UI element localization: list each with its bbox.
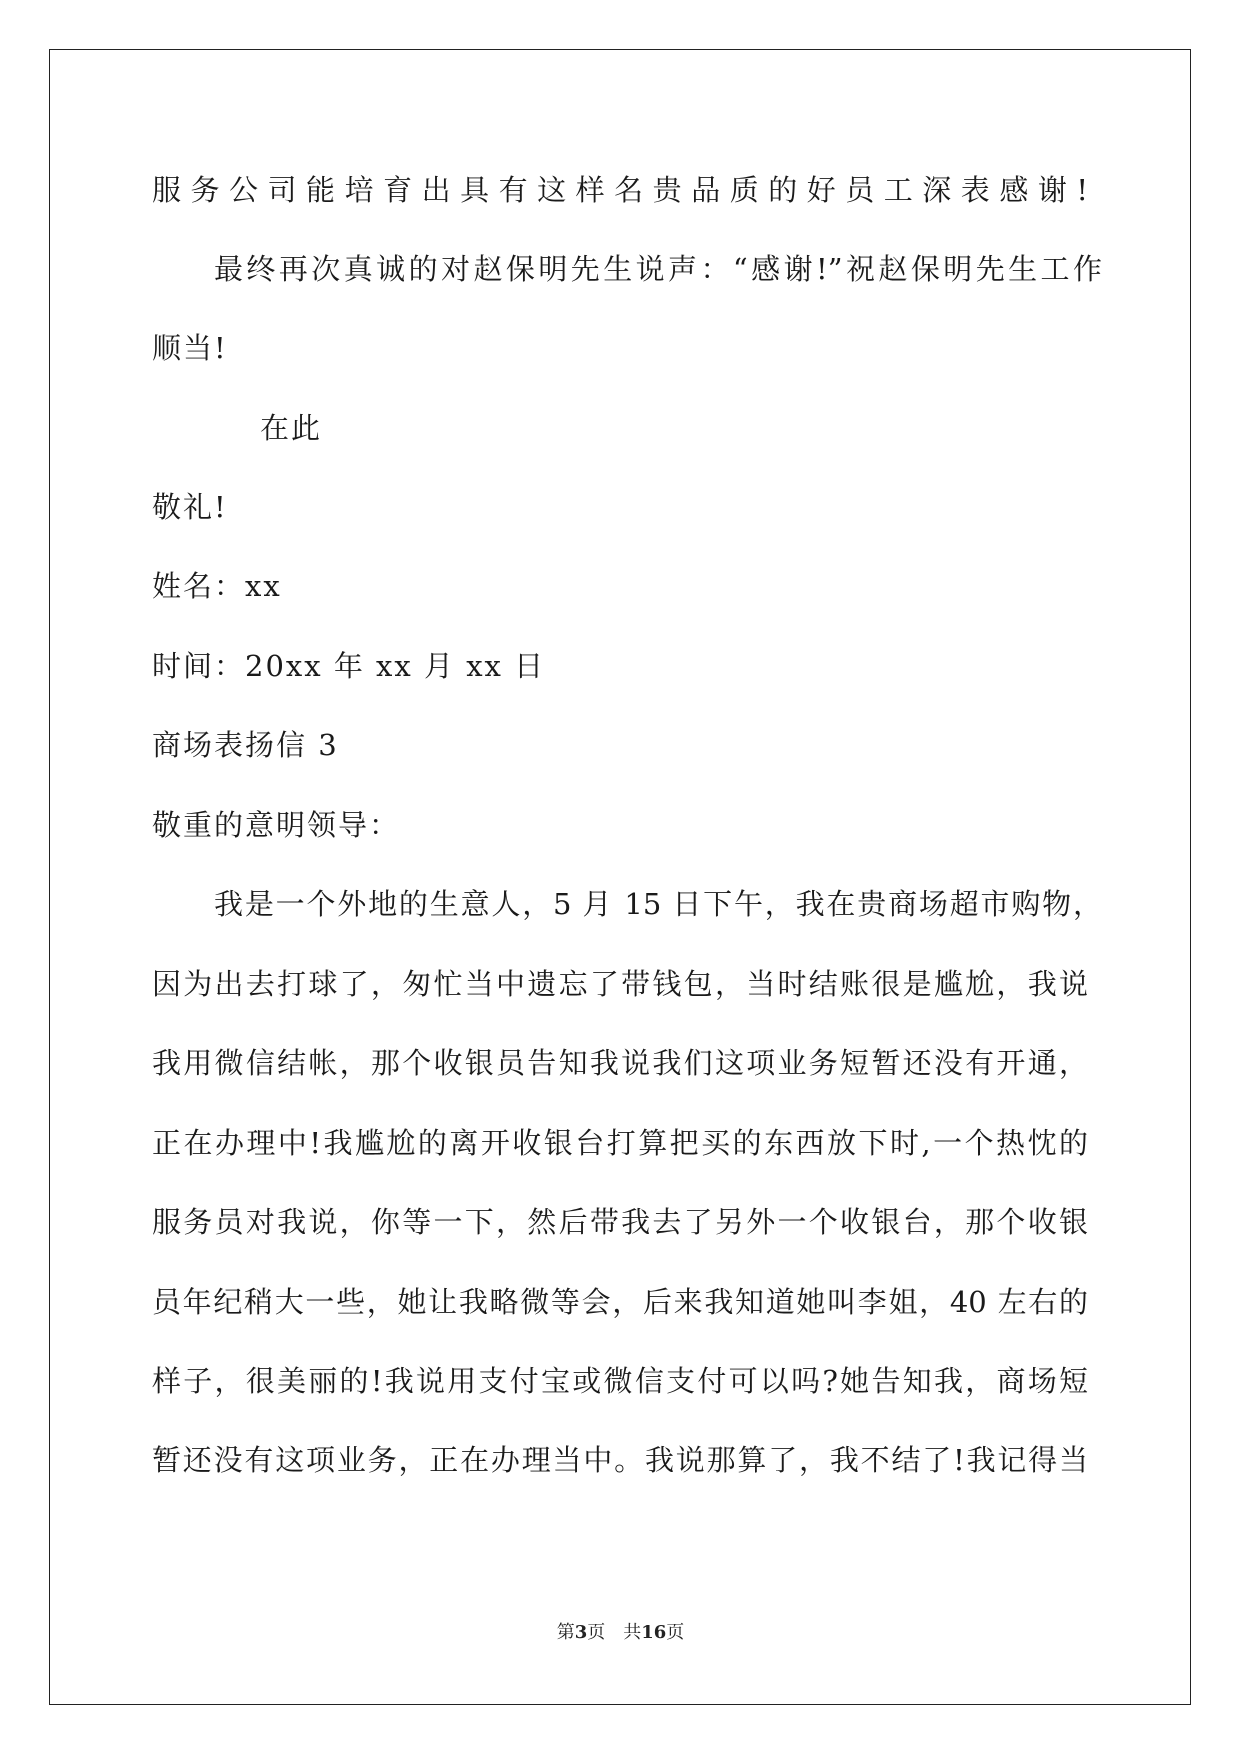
page-mid: 页 共 xyxy=(587,1622,642,1643)
page-suffix: 页 xyxy=(666,1622,685,1643)
text-line: 样子，很美丽的!我说用支付宝或微信支付可以吗?她告知我，商场短 xyxy=(152,1364,1088,1398)
text-line: 姓名：xx xyxy=(152,569,282,603)
text-line: 敬礼! xyxy=(152,490,228,524)
total-pages-number: 16 xyxy=(641,1622,667,1643)
text-line: 正在办理中!我尴尬的离开收银台打算把买的东西放下时,一个热忱的 xyxy=(152,1126,1088,1160)
text-line: 最终再次真诚的对赵保明先生说声：“感谢!”祝赵保明先生工作 xyxy=(214,252,1102,286)
text-line: 时间：20xx 年 xx 月 xx 日 xyxy=(152,649,546,683)
text-line: 我用微信结帐，那个收银员告知我说我们这项业务短暂还没有开通， xyxy=(152,1046,1088,1080)
text-line: 在此 xyxy=(260,411,323,445)
page-prefix: 第 xyxy=(556,1622,575,1643)
salutation: 敬重的意明领导： xyxy=(152,808,401,842)
page-footer xyxy=(0,1621,1241,1645)
text-line: 员年纪稍大一些，她让我略微等会，后来我知道她叫李姐，40 左右的 xyxy=(152,1285,1088,1319)
text-line: 暂还没有这项业务，正在办理当中。我说那算了，我不结了!我记得当 xyxy=(152,1443,1088,1477)
text-line: 服务员对我说，你等一下，然后带我去了另外一个收银台，那个收银 xyxy=(152,1205,1088,1239)
section-heading: 商场表扬信 3 xyxy=(152,728,339,762)
current-page-number: 3 xyxy=(574,1622,588,1643)
text-line: 顺当! xyxy=(152,331,228,365)
text-line: 因为出去打球了，匆忙当中遗忘了带钱包，当时结账很是尴尬，我说 xyxy=(152,967,1088,1001)
text-line: 服务公司能培育出具有这样名贵品质的好员工深表感谢! xyxy=(152,173,1088,207)
text-line: 我是一个外地的生意人，5 月 15 日下午，我在贵商场超市购物， xyxy=(214,887,1102,921)
